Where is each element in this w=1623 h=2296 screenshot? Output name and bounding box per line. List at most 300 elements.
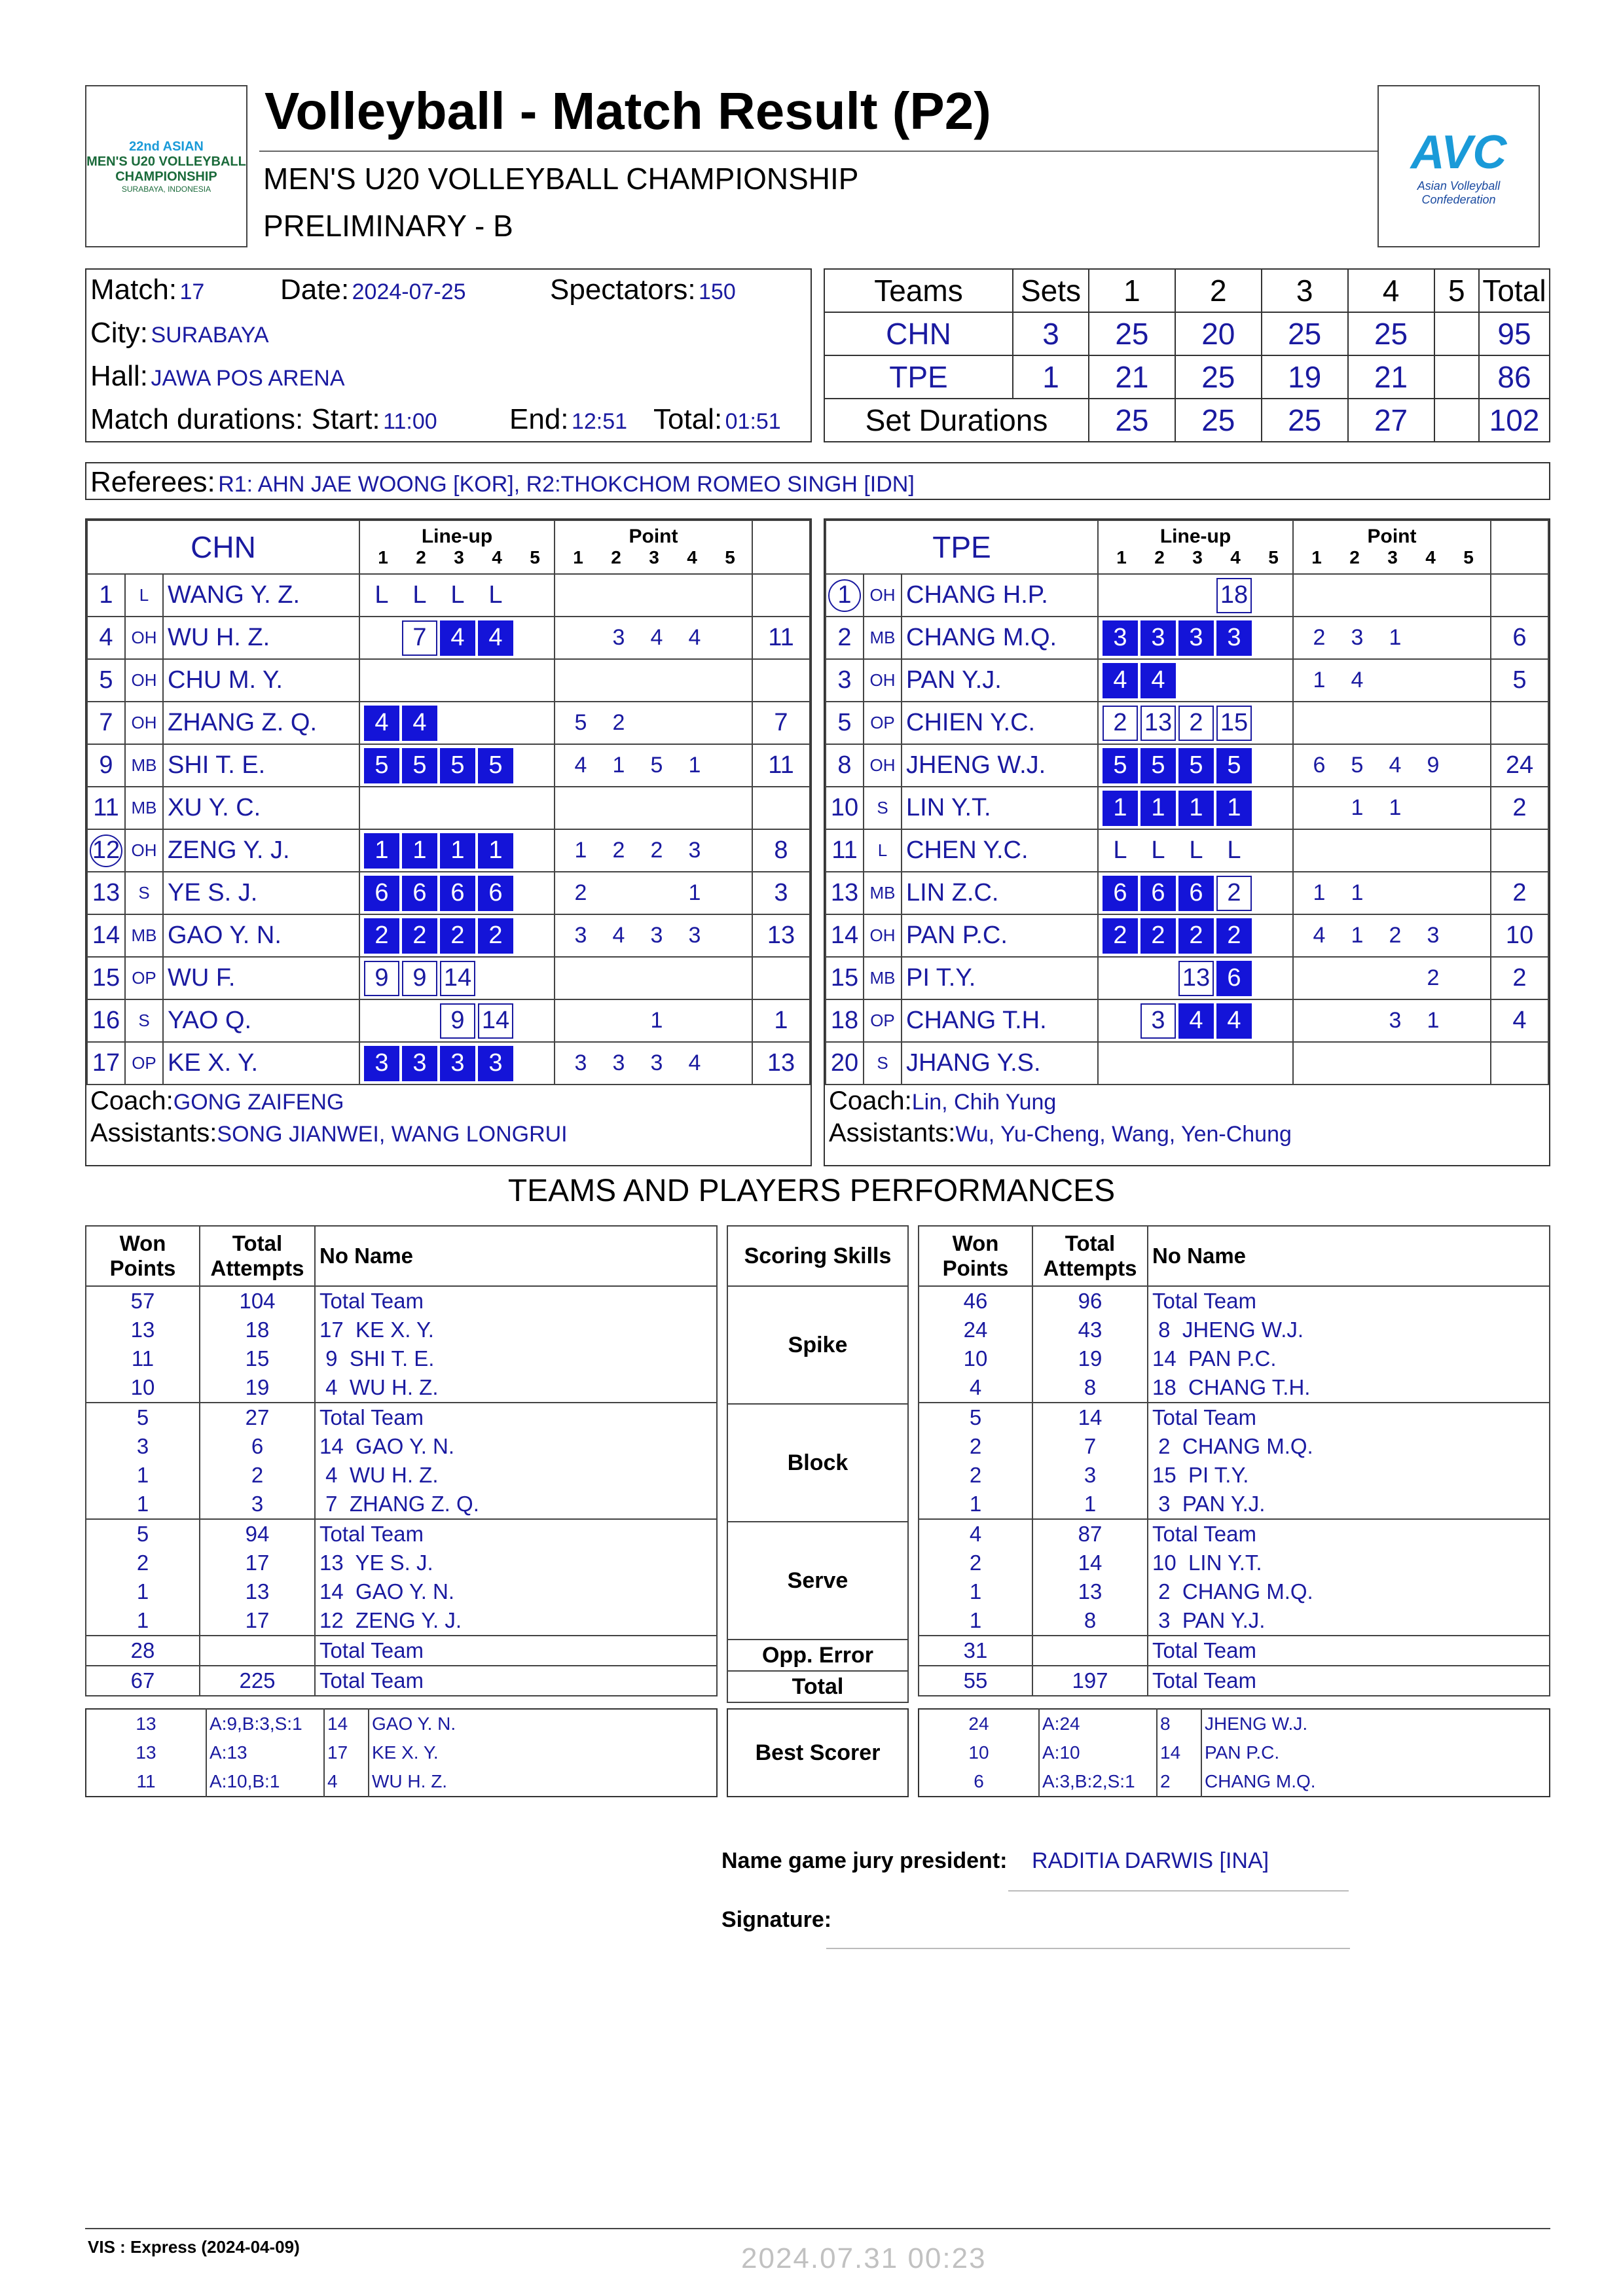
player-number: 15	[826, 957, 864, 999]
set-scores-header	[824, 269, 1550, 312]
player-position: MB	[125, 744, 163, 787]
hall-label: Hall:	[90, 360, 149, 392]
performance-row	[919, 1606, 1550, 1636]
scoring-skills-table	[727, 1225, 909, 1703]
total-attempts: 94	[200, 1519, 315, 1549]
won-points: 57	[86, 1286, 200, 1316]
player-total-points: 24	[1491, 744, 1548, 787]
date-label: Date:	[280, 274, 350, 306]
player-total-points: 2	[1491, 872, 1548, 914]
footer-rule	[85, 2228, 1550, 2229]
player-name: ZENG Y. J.	[163, 829, 359, 872]
score-set1: 25	[1089, 312, 1175, 355]
total-attempts: 18	[200, 1316, 315, 1344]
set-point: 4	[1389, 753, 1402, 778]
set-no: 5	[1463, 547, 1474, 567]
score-row-tpe	[824, 355, 1550, 399]
starting-position: 4	[1216, 1003, 1252, 1039]
scorer-number: 8	[1157, 1709, 1201, 1738]
player-name: KE X. Y.	[163, 1042, 359, 1085]
starting-position: 5	[478, 748, 513, 783]
won-points: 2	[86, 1549, 200, 1577]
won-points: 13	[86, 1316, 200, 1344]
match-info-box	[85, 268, 812, 442]
lineup-slots	[359, 617, 555, 659]
starting-position: 4	[1140, 663, 1176, 698]
player-number: 18	[826, 999, 864, 1042]
scorer-number: 14	[1157, 1738, 1201, 1767]
total-attempts: 14	[1032, 1403, 1148, 1432]
score-set4: 21	[1348, 355, 1434, 399]
player-or-team: 3 PAN Y.J.	[1148, 1490, 1550, 1519]
set-point: 1	[1313, 668, 1326, 692]
lineup-mark: L	[488, 581, 503, 609]
starting-position: 1	[440, 833, 475, 869]
set-point: 1	[1351, 795, 1364, 820]
player-total-points: 5	[1491, 659, 1548, 702]
substitution-position: 13	[1178, 961, 1214, 996]
lineup-slots	[359, 1042, 555, 1085]
footer-stamp: 2024.07.31 00:23	[741, 2242, 987, 2274]
set-points	[1293, 872, 1491, 914]
substitution-position: 9	[402, 961, 437, 996]
starting-position: 1	[1103, 791, 1138, 826]
player-or-team: Total Team	[315, 1519, 717, 1549]
set-points	[1293, 744, 1491, 787]
player-total-points: 2	[1491, 787, 1548, 829]
lineup-col-header	[359, 520, 555, 574]
lineup-mark: L	[1189, 836, 1203, 864]
performance-row	[86, 1549, 717, 1577]
player-row	[826, 744, 1548, 787]
set-durations-label: Set Durations	[824, 399, 1089, 442]
total-attempts: 19	[1032, 1344, 1148, 1373]
player-name: JHENG W.J.	[902, 744, 1098, 787]
performance-row	[86, 1432, 717, 1461]
total-attempts: 96	[1032, 1286, 1148, 1316]
starting-position: 5	[1140, 748, 1176, 783]
starting-position: 5	[364, 748, 399, 783]
player-number: 5	[826, 702, 864, 744]
col-no-name: No Name	[315, 1226, 717, 1286]
lineup-slots	[359, 872, 555, 914]
player-name: PAN Y.J.	[902, 659, 1098, 702]
starting-position: 1	[1216, 791, 1252, 826]
assistants-label: Assistants:	[829, 1119, 956, 1147]
player-number: 14	[87, 914, 125, 957]
set-points	[555, 999, 752, 1042]
header-set1: 1	[1089, 269, 1175, 312]
lineup-col-header	[1098, 520, 1293, 574]
substitution-position: 2	[1178, 706, 1214, 741]
performance-header	[86, 1226, 717, 1286]
performance-row	[86, 1490, 717, 1519]
set-point: 3	[688, 923, 701, 948]
skill-serve: Serve	[727, 1522, 908, 1640]
starting-position: 5	[402, 748, 437, 783]
player-number: 13	[826, 872, 864, 914]
starting-position: 2	[1103, 918, 1138, 954]
starting-position: 6	[1103, 876, 1138, 911]
player-position: S	[864, 1042, 902, 1085]
set-point	[1300, 1008, 1338, 1033]
logo-line1: 22nd ASIAN	[129, 139, 204, 154]
set-points	[555, 702, 752, 744]
player-total-points: 10	[1491, 914, 1548, 957]
starting-position: 3	[1140, 620, 1176, 656]
player-or-team: 4 WU H. Z.	[315, 1373, 717, 1403]
total-attempts: 27	[200, 1403, 315, 1432]
performance-row	[919, 1403, 1550, 1432]
footer-version: VIS : Express (2024-04-09)	[88, 2237, 300, 2257]
player-or-team: 14 GAO Y. N.	[315, 1432, 717, 1461]
coach-name: Lin, Chih Yung	[911, 1090, 1057, 1115]
championship-name: MEN'S U20 VOLLEYBALL CHAMPIONSHIP	[263, 162, 859, 196]
lineup-slots	[359, 999, 555, 1042]
set-point	[1452, 965, 1490, 991]
chn-lineup-table	[86, 520, 811, 1085]
total-attempts: 17	[200, 1606, 315, 1636]
player-number: 1	[87, 574, 125, 617]
set-point: 3	[574, 923, 587, 948]
header-set4: 4	[1348, 269, 1434, 312]
set-points	[1293, 957, 1491, 999]
header-total: Total	[1479, 269, 1550, 312]
substitution-position: 2	[1216, 876, 1252, 911]
set-point: 3	[612, 1050, 625, 1075]
city-label: City:	[90, 317, 148, 349]
captain-number: 1	[828, 579, 861, 612]
starting-position: 6	[1178, 876, 1214, 911]
set-point	[714, 1050, 752, 1076]
duration-set2: 25	[1175, 399, 1262, 442]
set-point	[1452, 625, 1490, 651]
player-or-team: 7 ZHANG Z. Q.	[315, 1490, 717, 1519]
spectators-count: 150	[699, 279, 736, 304]
player-position: S	[125, 999, 163, 1042]
player-number	[87, 829, 125, 872]
player-position: S	[864, 787, 902, 829]
won-points: 67	[86, 1666, 200, 1696]
lineup-slots	[359, 787, 555, 829]
lineup-team-name: TPE	[826, 520, 1098, 574]
score-total: 95	[1479, 312, 1550, 355]
player-name: WU H. Z.	[163, 617, 359, 659]
player-row	[826, 914, 1548, 957]
player-number: 7	[87, 702, 125, 744]
substitution-position: 9	[364, 961, 399, 996]
lineup-slots	[1098, 999, 1293, 1042]
player-position: OH	[125, 617, 163, 659]
won-points: 1	[86, 1461, 200, 1490]
starting-position: 6	[402, 876, 437, 911]
set-points	[555, 872, 752, 914]
player-position: MB	[864, 617, 902, 659]
set-point: 2	[612, 838, 625, 863]
performance-row	[919, 1666, 1550, 1696]
score-set3: 25	[1262, 312, 1348, 355]
lineup-slots	[359, 829, 555, 872]
set-no: 1	[378, 547, 388, 567]
set-point	[1338, 1008, 1376, 1033]
set-points	[1293, 702, 1491, 744]
player-position: OH	[864, 659, 902, 702]
set-no: 1	[573, 547, 583, 567]
player-row	[826, 999, 1548, 1042]
player-row	[826, 702, 1548, 744]
starting-position: 3	[440, 1046, 475, 1081]
set-point: 1	[1313, 880, 1326, 905]
set-point	[714, 838, 752, 863]
best-scorer-row	[86, 1767, 717, 1797]
set-points	[1293, 914, 1491, 957]
player-total-points	[1491, 702, 1548, 744]
player-total-points: 1	[752, 999, 810, 1042]
set-point	[1376, 965, 1414, 991]
total-attempts: 8	[1032, 1373, 1148, 1403]
player-or-team: Total Team	[315, 1286, 717, 1316]
player-name: LIN Y.T.	[902, 787, 1098, 829]
jury-underline	[1008, 1890, 1349, 1892]
starting-position: 2	[440, 918, 475, 954]
chn-performance-rows	[86, 1286, 717, 1696]
set-points	[555, 659, 752, 702]
lineup-slots	[1098, 829, 1293, 872]
lineup-mark: L	[1113, 836, 1127, 864]
total-attempts: 197	[1032, 1666, 1148, 1696]
player-row	[826, 574, 1548, 617]
player-position: OP	[864, 999, 902, 1042]
player-position: OP	[864, 702, 902, 744]
performance-row	[86, 1403, 717, 1432]
starting-position: 5	[1178, 748, 1214, 783]
lineup-mark: L	[412, 581, 427, 609]
header-set3: 3	[1262, 269, 1348, 312]
scorer-name: GAO Y. N.	[372, 1713, 456, 1734]
score-sets: 1	[1013, 355, 1089, 399]
player-position: MB	[125, 787, 163, 829]
substitution-position: 3	[1140, 1003, 1176, 1039]
starting-position: 2	[1140, 918, 1176, 954]
city-value: SURABAYA	[151, 323, 269, 348]
chn-player-rows	[87, 574, 810, 1085]
scorer-number: 17	[324, 1738, 369, 1767]
set-no: 3	[454, 547, 464, 567]
set-point: 1	[688, 753, 701, 778]
lineup-slots	[359, 744, 555, 787]
best-scorer-row	[86, 1709, 717, 1738]
player-or-team: 8 JHENG W.J.	[1148, 1316, 1550, 1344]
player-name: XU Y. C.	[163, 787, 359, 829]
substitution-position: 15	[1216, 706, 1252, 741]
performance-row	[86, 1636, 717, 1666]
skill-opp-error: Opp. Error	[727, 1640, 908, 1671]
player-total-points: 2	[1491, 957, 1548, 999]
set-point: 4	[688, 1050, 701, 1075]
starting-position: 4	[402, 706, 437, 741]
performance-row	[919, 1519, 1550, 1549]
set-point: 1	[612, 753, 625, 778]
durations-label: Match durations: Start:	[90, 403, 380, 435]
lineup-slots	[359, 957, 555, 999]
lineup-header	[87, 520, 810, 574]
player-or-team: Total Team	[1148, 1403, 1550, 1432]
set-point: 9	[1427, 753, 1440, 778]
duration-set3: 25	[1262, 399, 1348, 442]
player-total-points: 11	[752, 617, 810, 659]
starting-position: 3	[478, 1046, 513, 1081]
tpe-performance-rows	[919, 1286, 1550, 1696]
player-row	[826, 829, 1548, 872]
tpe-lineup	[824, 518, 1550, 1166]
total-attempts: 6	[200, 1432, 315, 1461]
starting-position: 2	[364, 918, 399, 954]
set-no: 2	[611, 547, 621, 567]
score-set5	[1434, 312, 1480, 355]
spectators-label: Spectators:	[550, 274, 696, 306]
set-scores-table	[824, 268, 1550, 442]
col-total-attempts: Total Attempts	[1032, 1226, 1148, 1286]
player-or-team: 9 SHI T. E.	[315, 1344, 717, 1373]
player-row	[826, 659, 1548, 702]
duration-set4: 27	[1348, 399, 1434, 442]
player-name: CHANG H.P.	[902, 574, 1098, 617]
scorer-name: PAN P.C.	[1205, 1742, 1280, 1763]
total-attempts: 7	[1032, 1432, 1148, 1461]
starting-position: 1	[402, 833, 437, 869]
player-name: CHU M. Y.	[163, 659, 359, 702]
scorer-number: 2	[1157, 1767, 1201, 1797]
won-points: 24	[919, 1316, 1032, 1344]
signature-line	[826, 1948, 1350, 1949]
won-points: 4	[919, 1373, 1032, 1403]
scorer-name: WU H. Z.	[372, 1771, 448, 1791]
set-point: 1	[650, 1008, 663, 1033]
set-point: 5	[1351, 753, 1364, 778]
player-row	[826, 872, 1548, 914]
player-name: PI T.Y.	[902, 957, 1098, 999]
lineup-slots	[1098, 787, 1293, 829]
set-durations-row	[824, 399, 1550, 442]
substitution-position: 2	[1103, 706, 1138, 741]
starting-position: 3	[1216, 620, 1252, 656]
lineup-slots	[1098, 574, 1293, 617]
starting-position: 2	[1216, 918, 1252, 954]
match-label: Match:	[90, 274, 177, 306]
avc-mark: AVC	[1410, 126, 1507, 179]
player-name: CHANG M.Q.	[902, 617, 1098, 659]
starting-position: 4	[1178, 1003, 1214, 1039]
set-point	[1452, 1008, 1490, 1033]
set-point: 4	[650, 625, 663, 650]
score-set1: 21	[1089, 355, 1175, 399]
player-or-team: Total Team	[315, 1636, 717, 1666]
starting-position: 5	[1103, 748, 1138, 783]
total-attempts: 19	[200, 1373, 315, 1403]
total-attempts: 2	[200, 1461, 315, 1490]
tpe-lineup-table	[825, 520, 1549, 1085]
set-points	[555, 829, 752, 872]
set-point: 5	[650, 753, 663, 778]
starting-position: 6	[1216, 961, 1252, 996]
player-or-team: 12 ZENG Y. J.	[315, 1606, 717, 1636]
performance-row	[86, 1286, 717, 1316]
player-total-points	[1491, 829, 1548, 872]
scorer-name: KE X. Y.	[372, 1742, 439, 1763]
player-or-team: 4 WU H. Z.	[315, 1461, 717, 1490]
set-point: 1	[574, 838, 587, 863]
won-points: 31	[919, 1636, 1032, 1666]
set-point: 4	[574, 753, 587, 778]
set-no: 4	[1425, 547, 1436, 567]
chn-best-scorer-table	[85, 1708, 718, 1797]
won-points: 5	[919, 1403, 1032, 1432]
player-or-team: Total Team	[1148, 1666, 1550, 1696]
player-row	[826, 617, 1548, 659]
total-attempts: 13	[1032, 1577, 1148, 1606]
set-no: 3	[1192, 547, 1203, 567]
player-or-team: Total Team	[315, 1666, 717, 1696]
coach-name: GONG ZAIFENG	[173, 1090, 344, 1115]
total-attempts: 13	[200, 1577, 315, 1606]
performance-row	[919, 1316, 1550, 1344]
player-or-team: Total Team	[1148, 1286, 1550, 1316]
set-point	[1414, 625, 1452, 651]
player-row	[87, 999, 810, 1042]
assistants-names: Wu, Yu-Cheng, Wang, Yen-Chung	[955, 1122, 1292, 1147]
col-won-points: Won Points	[86, 1226, 200, 1286]
player-number	[826, 574, 864, 617]
player-or-team: Total Team	[1148, 1636, 1550, 1666]
assistants-names: SONG JIANWEI, WANG LONGRUI	[217, 1122, 568, 1147]
player-position: MB	[864, 872, 902, 914]
performance-row	[919, 1373, 1550, 1403]
set-points	[555, 957, 752, 999]
player-number: 3	[826, 659, 864, 702]
total-attempts	[1032, 1636, 1148, 1666]
score-row-chn	[824, 312, 1550, 355]
lineup-slots	[1098, 659, 1293, 702]
set-point	[1376, 880, 1414, 906]
set-point	[1452, 880, 1490, 906]
player-name: SHI T. E.	[163, 744, 359, 787]
set-point: 2	[612, 710, 625, 735]
logo-line2: MEN'S U20 VOLLEYBALL	[86, 154, 246, 169]
coach-label: Coach:	[829, 1086, 912, 1115]
total-attempts: 15	[200, 1344, 315, 1373]
player-row	[87, 744, 810, 787]
starting-position: 6	[478, 876, 513, 911]
lineup-slots	[1098, 872, 1293, 914]
substitution-position: 13	[1140, 706, 1176, 741]
starting-position: 5	[1216, 748, 1252, 783]
tpe-player-rows	[826, 574, 1548, 1085]
set-point: 3	[1351, 625, 1364, 650]
player-position: OP	[125, 957, 163, 999]
set-point	[1452, 668, 1490, 693]
lineup-mark: L	[374, 581, 389, 609]
player-row	[87, 914, 810, 957]
set-point	[1452, 795, 1490, 821]
won-points: 55	[919, 1666, 1032, 1696]
player-number: 8	[826, 744, 864, 787]
player-row	[87, 702, 810, 744]
set-points	[555, 617, 752, 659]
player-row	[87, 787, 810, 829]
player-total-points: 13	[752, 1042, 810, 1085]
jury-label: Name game jury president:	[721, 1848, 1008, 1873]
total-attempts: 225	[200, 1666, 315, 1696]
